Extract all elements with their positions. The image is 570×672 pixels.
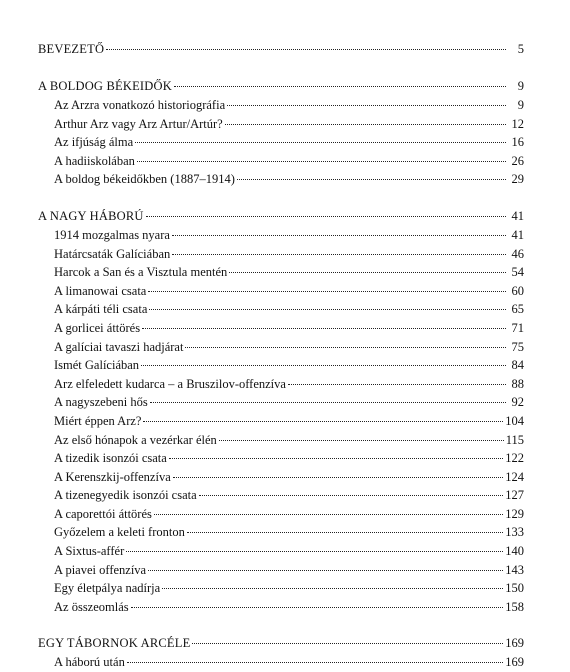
dot-leader xyxy=(142,328,506,329)
section-title: EGY TÁBORNOK ARCÉLE xyxy=(38,636,191,651)
entry-title: A piavei offenzíva xyxy=(54,562,147,577)
dot-leader xyxy=(162,588,503,589)
entry-title: Győzelem a keleti fronton xyxy=(54,525,185,540)
toc-entry[interactable] xyxy=(38,245,524,264)
dot-leader xyxy=(135,142,506,143)
dot-leader xyxy=(172,254,506,255)
entry-title: Harcok a San és a Visztula mentén xyxy=(54,265,228,280)
page-number: 115 xyxy=(505,432,524,447)
dot-leader xyxy=(148,291,506,292)
table-of-contents xyxy=(38,40,524,672)
toc-entry[interactable] xyxy=(38,300,524,319)
toc-section-heading[interactable] xyxy=(38,634,524,653)
page-number: 54 xyxy=(511,265,524,280)
page-number: 75 xyxy=(511,339,524,354)
page-number: 60 xyxy=(511,283,524,298)
page-number: 143 xyxy=(505,562,524,577)
toc-entry[interactable] xyxy=(38,282,524,301)
page-number: 26 xyxy=(511,153,524,168)
dot-leader xyxy=(141,365,506,366)
page-number: 9 xyxy=(517,79,524,93)
dot-leader xyxy=(174,86,506,87)
dot-leader xyxy=(154,514,503,515)
dot-leader xyxy=(143,421,503,422)
toc-entry[interactable] xyxy=(38,542,524,561)
dot-leader xyxy=(199,495,504,496)
entry-title: Arthur Arz vagy Arz Artur/Artúr? xyxy=(54,116,223,131)
entry-title: Az első hónapok a vezérkar élén xyxy=(54,432,217,447)
entry-title: A tizedik isonzói csata xyxy=(54,451,167,466)
page-number: 92 xyxy=(511,395,524,410)
section-title: A BOLDOG BÉKEIDŐK xyxy=(38,79,172,93)
dot-leader xyxy=(237,179,506,180)
dot-leader xyxy=(192,643,503,644)
entry-title: A nagyszebeni hős xyxy=(54,395,148,410)
page-number: 71 xyxy=(511,320,524,335)
toc-entry[interactable] xyxy=(38,170,524,189)
toc-entry[interactable] xyxy=(38,96,524,115)
toc-section-heading[interactable] xyxy=(38,207,524,226)
toc-entry[interactable] xyxy=(38,598,524,617)
dot-leader xyxy=(227,105,506,106)
page-number: 65 xyxy=(511,302,524,317)
dot-leader xyxy=(219,440,504,441)
dot-leader xyxy=(187,532,503,533)
page-number: 127 xyxy=(505,488,524,503)
toc-section xyxy=(38,634,524,672)
dot-leader xyxy=(137,161,506,162)
page-number: 5 xyxy=(517,42,524,56)
entry-title: A caporettói áttörés xyxy=(54,506,152,521)
page-number: 124 xyxy=(505,469,524,484)
toc-entry[interactable] xyxy=(38,375,524,394)
toc-entry[interactable] xyxy=(38,133,524,152)
section-title: BEVEZETŐ xyxy=(38,42,105,56)
page-number: 84 xyxy=(511,358,524,373)
dot-leader xyxy=(127,662,503,663)
toc-entry[interactable] xyxy=(38,263,524,282)
entry-title: A boldog békeidőkben (1887–1914) xyxy=(54,172,235,187)
page-number: 122 xyxy=(505,451,524,466)
toc-entry[interactable] xyxy=(38,152,524,171)
dot-leader xyxy=(150,402,506,403)
entry-title: Az összeomlás xyxy=(54,599,129,614)
toc-entry[interactable] xyxy=(38,226,524,245)
entry-title: A limanowai csata xyxy=(54,283,147,298)
entry-title: A hadiiskolában xyxy=(54,153,135,168)
dot-leader xyxy=(288,384,506,385)
toc-entry[interactable] xyxy=(38,468,524,487)
toc-section xyxy=(38,40,524,59)
page-number: 9 xyxy=(517,98,524,112)
page-number: 46 xyxy=(511,246,524,261)
toc-entry[interactable] xyxy=(38,356,524,375)
page-number: 140 xyxy=(505,544,524,559)
toc-entry[interactable] xyxy=(38,319,524,338)
dot-leader xyxy=(126,551,503,552)
dot-leader xyxy=(225,124,506,125)
toc-entry[interactable] xyxy=(38,653,524,672)
dot-leader xyxy=(229,272,506,273)
page-number: 41 xyxy=(511,208,524,223)
entry-title: Egy életpálya nadírja xyxy=(54,581,161,596)
entry-title: A tizenegyedik isonzói csata xyxy=(54,488,197,503)
page-number: 104 xyxy=(505,413,524,428)
toc-section-heading[interactable] xyxy=(38,40,524,59)
dot-leader xyxy=(106,49,506,50)
page-number: 150 xyxy=(505,581,524,596)
dot-leader xyxy=(146,216,506,217)
entry-title: A gorlicei áttörés xyxy=(54,320,141,335)
entry-title: Az Arzra vonatkozó historiográfia xyxy=(54,98,226,112)
entry-title: A Kerenszkij-offenzíva xyxy=(54,469,171,484)
page-number: 41 xyxy=(511,227,524,242)
toc-section xyxy=(38,77,524,189)
toc-entry[interactable] xyxy=(38,486,524,505)
toc-entry[interactable] xyxy=(38,412,524,431)
dot-leader xyxy=(148,570,503,571)
entry-title: Határcsaták Galíciában xyxy=(54,246,171,261)
dot-leader xyxy=(185,347,506,348)
toc-entry[interactable] xyxy=(38,579,524,598)
entry-title: A galíciai tavaszi hadjárat xyxy=(54,339,184,354)
entry-title: Miért éppen Arz? xyxy=(54,413,142,428)
toc-entry[interactable] xyxy=(38,393,524,412)
page-number: 169 xyxy=(505,636,524,651)
dot-leader xyxy=(149,309,506,310)
toc-entry[interactable] xyxy=(38,338,524,357)
page-number: 133 xyxy=(505,525,524,540)
section-title: A NAGY HÁBORÚ xyxy=(38,208,144,223)
page-number: 12 xyxy=(511,116,524,131)
page-number: 169 xyxy=(505,655,524,670)
dot-leader xyxy=(169,458,503,459)
dot-leader xyxy=(131,607,504,608)
page-number: 88 xyxy=(511,376,524,391)
entry-title: 1914 mozgalmas nyara xyxy=(54,227,170,242)
toc-section-heading[interactable] xyxy=(38,77,524,96)
toc-entry[interactable] xyxy=(38,449,524,468)
page-number: 129 xyxy=(505,506,524,521)
entry-title: A Sixtus-affér xyxy=(54,544,125,559)
toc-entry[interactable] xyxy=(38,431,524,450)
entry-title: Az ifjúság álma xyxy=(54,135,134,150)
toc-entry[interactable] xyxy=(38,115,524,134)
page-number: 16 xyxy=(511,135,524,150)
page-number: 29 xyxy=(511,172,524,187)
entry-title: Arz elfeledett kudarca – a Bruszilov-offenzíva xyxy=(54,376,286,391)
dot-leader xyxy=(172,235,506,236)
toc-entry[interactable] xyxy=(38,505,524,524)
dot-leader xyxy=(173,477,504,478)
entry-title: Ismét Galíciában xyxy=(54,358,140,373)
toc-entry[interactable] xyxy=(38,561,524,580)
toc-section xyxy=(38,207,524,616)
entry-title: A háború után xyxy=(54,655,125,670)
page-number: 158 xyxy=(505,599,524,614)
entry-title: A kárpáti téli csata xyxy=(54,302,148,317)
toc-entry[interactable] xyxy=(38,523,524,542)
